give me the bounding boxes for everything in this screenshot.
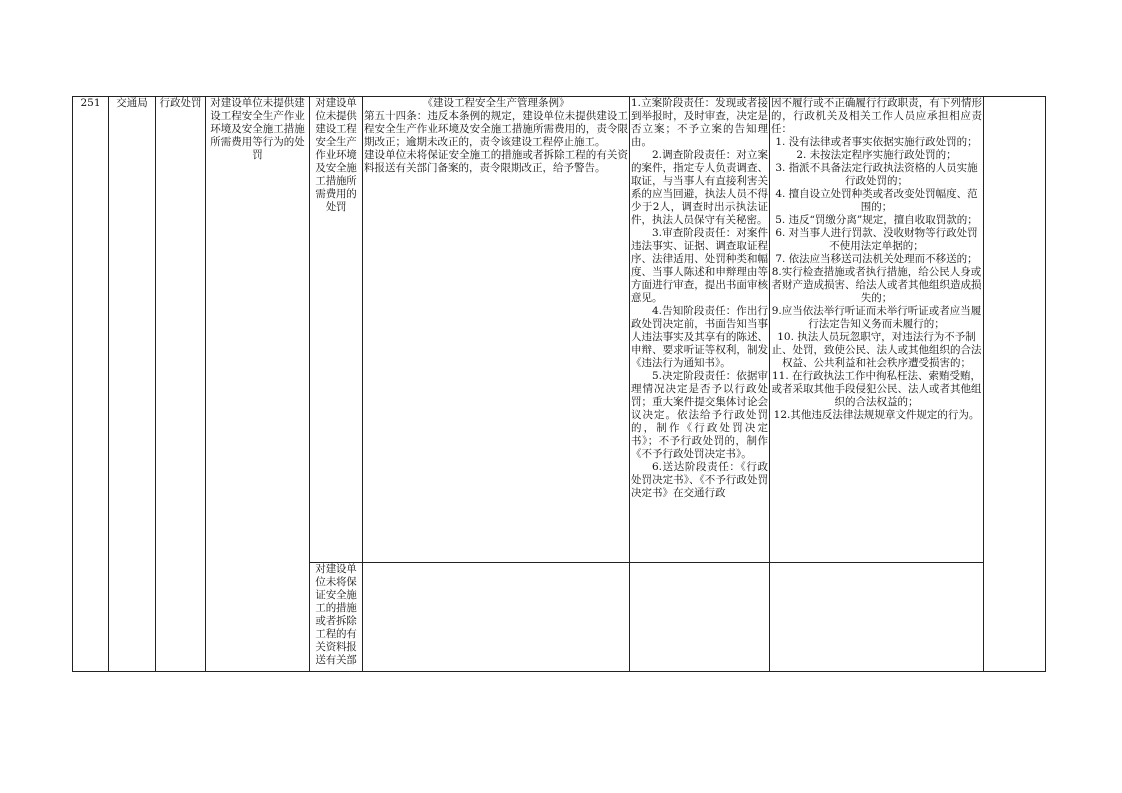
basis-title: 《建设工程安全生产管理条例》 <box>422 97 570 109</box>
accountability-item: 11. 在行政执法工作中徇私枉法、索贿受贿，或者采取其他手段侵犯公民、法人或者其他组织的合法权益的； <box>771 370 982 408</box>
power-type-cell: 行政处罚 <box>156 97 206 672</box>
accountability-item: 2. 未按法定程序实施行政处罚的； <box>796 149 957 161</box>
legal-basis-cell <box>363 97 630 563</box>
sub-item-text: 对建设单位未将保证安全施工的措施或者拆除工程的有关资料报送有关部 <box>315 563 357 666</box>
accountability-item: 1. 没有法律或者事实依据实施行政处罚的； <box>775 136 978 148</box>
accountability-item: 3. 指派不具备法定行政执法资格的人员实施行政处罚的； <box>775 162 978 187</box>
duty-cell-empty <box>630 563 770 672</box>
sub-item-cell <box>310 563 363 672</box>
basis-article: 第五十四条：违反本条例的规定，建设单位未提供建设工程安全生产作业环境及安全施工措施所需费用的，责令限期改正；逾期未改正的，责令该建设工程停止施工。 <box>364 110 628 148</box>
accountability-item: 7. 依法应当移送司法机关处理而不移送的； <box>775 253 978 265</box>
duty-paragraph: 1.立案阶段责任：发现或者接到举报时，及时审查，决定是否立案；不予立案的告知理由。 <box>631 97 768 148</box>
legal-basis-cell-empty <box>363 563 630 672</box>
accountability-intro: 因不履行或不正确履行行政职责，有下列情形的，行政机关及相关工作人员应承担相应责任： <box>771 97 982 135</box>
duty-paragraph: 2.调查阶段责任：对立案的案件，指定专人负责调查、取证，与当事人有直接利害关系的应当回避，执法人员不得少于2人，调查时出示执法证件，执法人员保守有关秘密。 <box>631 149 768 226</box>
accountability-item: 8.实行检查措施或者执行措施，给公民人身或者财产造成损害、给法人或者其他组织造成损失的； <box>771 266 982 304</box>
remark-cell <box>984 97 1046 672</box>
accountability-item: 5. 违反“罚缴分离”规定，擅自收取罚款的； <box>775 214 978 226</box>
duty-paragraph: 5.决定阶段责任：依据审理情况决定是否予以行政处罚；重大案件提交集体讨论会议决定。依法给予行政处罚的，制作《行政处罚决定书》；不予行政处罚的，制作《不予行政处罚决定书》。 <box>631 370 768 460</box>
duty-paragraph: 6.送达阶段责任：《行政处罚决定书》、《不予行政处罚决定书》在交通行政 <box>631 461 768 499</box>
sub-item-cell: 对建设单位未提供建设工程安全生产作业环境及安全施工措施所需费用的处罚 <box>310 97 363 563</box>
department-cell: 交通局 <box>109 97 156 672</box>
accountability-item: 10. 执法人员玩忽职守，对违法行为不予制止、处罚，致使公民、法人或其他组织的合法权益、公共利益和社会秩序遭受损害的； <box>771 331 982 369</box>
item-name-cell: 对建设单位未提供建设工程安全生产作业环境及安全施工措施所需费用等行为的处罚 <box>206 97 310 672</box>
duty-paragraph: 3.审查阶段责任：对案件违法事实、证据、调查取证程序、法律适用、处罚种类和幅度、当事人陈述和申辩理由等方面进行审查，提出书面审核意见。 <box>631 227 768 304</box>
duty-cell <box>630 97 770 563</box>
power-list-table <box>72 96 1046 672</box>
item-number: 251 <box>73 97 109 672</box>
accountability-cell <box>770 97 984 563</box>
accountability-item: 4. 擅自设立处罚种类或者改变处罚幅度、范围的； <box>775 188 978 213</box>
accountability-item: 6. 对当事人进行罚款、没收财物等行政处罚不使用法定单据的； <box>775 227 978 252</box>
basis-clause: 建设单位未将保证安全施工的措施或者拆除工程的有关资料报送有关部门备案的，责令限期改正，给予警告。 <box>364 149 628 174</box>
table-row <box>73 97 1046 563</box>
accountability-item: 12.其他违反法律法规规章文件规定的行为。 <box>773 409 980 421</box>
duty-paragraph: 4.告知阶段责任：作出行政处罚决定前，书面告知当事人违法事实及其享有的陈述、申辩、要求听证等权利，制发《违法行为通知书》。 <box>631 305 768 369</box>
accountability-item: 9.应当依法举行听证而未举行听证或者应当履行法定告知义务而未履行的； <box>771 305 982 330</box>
accountability-cell-empty <box>770 563 984 672</box>
